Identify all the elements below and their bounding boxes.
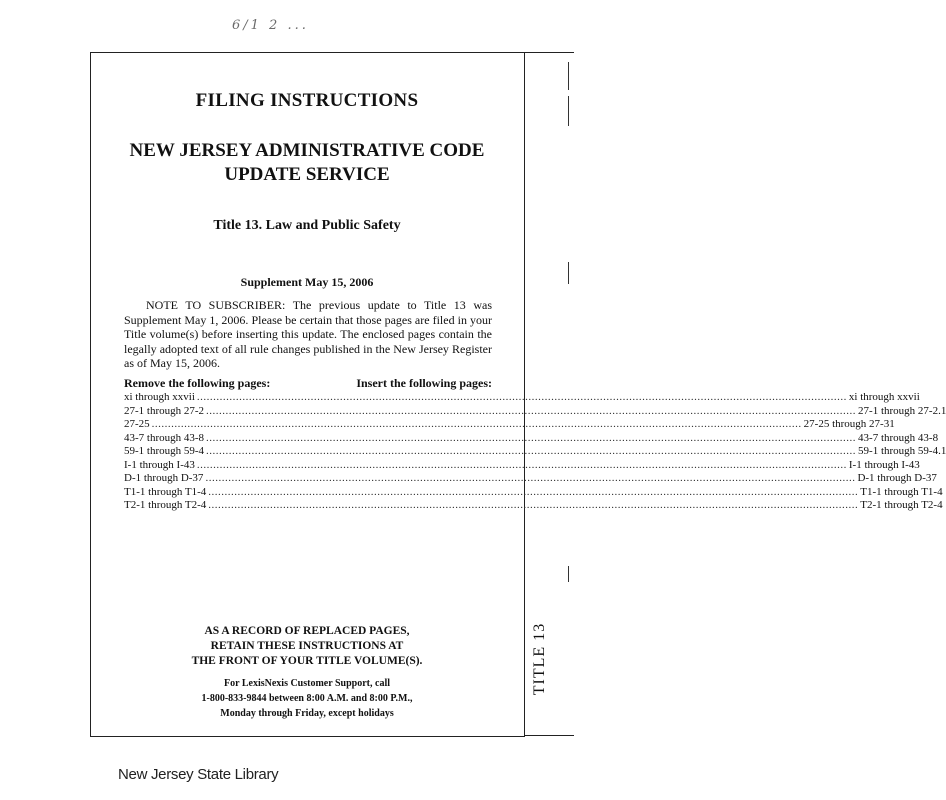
support-hours: Monday through Friday, except holidays — [220, 708, 394, 719]
table-row — [124, 391, 920, 405]
insert-pages: 27-25 through 27-31 — [803, 418, 895, 430]
remove-pages: 59-1 through 59-4 — [124, 445, 205, 457]
tab-edge-mark — [568, 566, 569, 582]
leader-dots: ........................................................................................................................................................................................................ — [208, 485, 859, 498]
insert-pages: D-1 through D-37 — [857, 472, 937, 484]
insert-pages: 43-7 through 43-8 — [858, 431, 939, 444]
library-stamp: New Jersey State Library — [118, 766, 279, 783]
table-row — [124, 458, 920, 473]
record-instructions — [90, 624, 524, 669]
table-row — [124, 445, 946, 459]
leader-dots: ........................................................................................................................................................................................................ — [208, 499, 859, 511]
leader-dots: ........................................................................................................................................................................................................ — [151, 418, 802, 430]
insert-pages: 59-1 through 59-4.1 — [858, 445, 946, 457]
table-row — [124, 404, 946, 419]
insert-pages: T1-1 through T1-4 — [860, 485, 943, 498]
table-row — [124, 418, 895, 432]
tab-edge-mark — [568, 62, 569, 90]
remove-pages: 43-7 through 43-8 — [124, 431, 205, 444]
support-phone: 1-800-833-9844 between 8:00 A.M. and 8:00 P.M., — [201, 693, 413, 704]
remove-pages: 27-25 — [124, 418, 150, 430]
remove-pages: I-1 through I-43 — [124, 458, 195, 471]
leader-dots: ........................................................................................................................................................................................................ — [205, 472, 856, 484]
tab-border-bottom — [524, 735, 574, 736]
remove-header: Remove the following pages: — [124, 376, 271, 390]
tab-edge-mark — [568, 262, 569, 284]
remove-pages: D-1 through D-37 — [124, 472, 204, 484]
leader-dots: ........................................................................................................................................................................................................ — [206, 431, 857, 444]
support-line: For LexisNexis Customer Support, call — [223, 678, 390, 689]
record-line: AS A RECORD OF REPLACED PAGES, — [204, 625, 410, 637]
subscriber-note-text: NOTE TO SUBSCRIBER: The previous update to Title 13 was Supplement May 1, 2006. Please be certain that those pages are filed in your Title volume(s) before inserting this update. The enclosed pages contain the legally adopted text of all rule changes published in the New Jersey Register as of May 15, 2006. — [124, 298, 492, 370]
page-title: FILING INSTRUCTIONS — [195, 90, 419, 111]
pages-table — [124, 391, 946, 513]
table-row — [124, 499, 943, 513]
table-row — [124, 472, 937, 486]
title-subheading: Title 13. Law and Public Safety — [213, 218, 401, 233]
code-heading: NEW JERSEY ADMINISTRATIVE CODE — [129, 140, 485, 161]
customer-support — [90, 676, 524, 721]
table-row — [124, 431, 939, 446]
insert-pages: xi through xxvii — [848, 391, 920, 403]
leader-dots: ........................................................................................................................................................................................................ — [196, 391, 847, 403]
record-line: RETAIN THESE INSTRUCTIONS AT — [210, 640, 404, 652]
remove-pages: xi through xxvii — [124, 391, 195, 403]
insert-header: Insert the following pages: — [356, 376, 492, 390]
insert-pages: T2-1 through T2-4 — [860, 499, 943, 511]
insert-pages: 27-1 through 27-2.1 — [858, 404, 946, 417]
tab-border-top — [524, 52, 574, 53]
leader-dots: ........................................................................................................................................................................................................ — [206, 404, 857, 417]
code-heading-2: UPDATE SERVICE — [224, 164, 390, 185]
leader-dots: ........................................................................................................................................................................................................ — [196, 458, 847, 471]
remove-pages: T1-1 through T1-4 — [124, 485, 207, 498]
subscriber-note — [124, 298, 492, 371]
table-row — [124, 485, 943, 500]
title-tab-label: TITLE 13 — [531, 622, 548, 696]
leader-dots: ........................................................................................................................................................................................................ — [206, 445, 857, 457]
tab-edge-mark — [568, 96, 569, 126]
supplement-date: Supplement May 15, 2006 — [240, 275, 374, 289]
record-line: THE FRONT OF YOUR TITLE VOLUME(S). — [191, 655, 423, 667]
remove-pages: T2-1 through T2-4 — [124, 499, 207, 511]
remove-pages: 27-1 through 27-2 — [124, 404, 205, 417]
insert-pages: I-1 through I-43 — [848, 458, 920, 471]
handwritten-note: 6/1 2 ... — [232, 18, 309, 33]
